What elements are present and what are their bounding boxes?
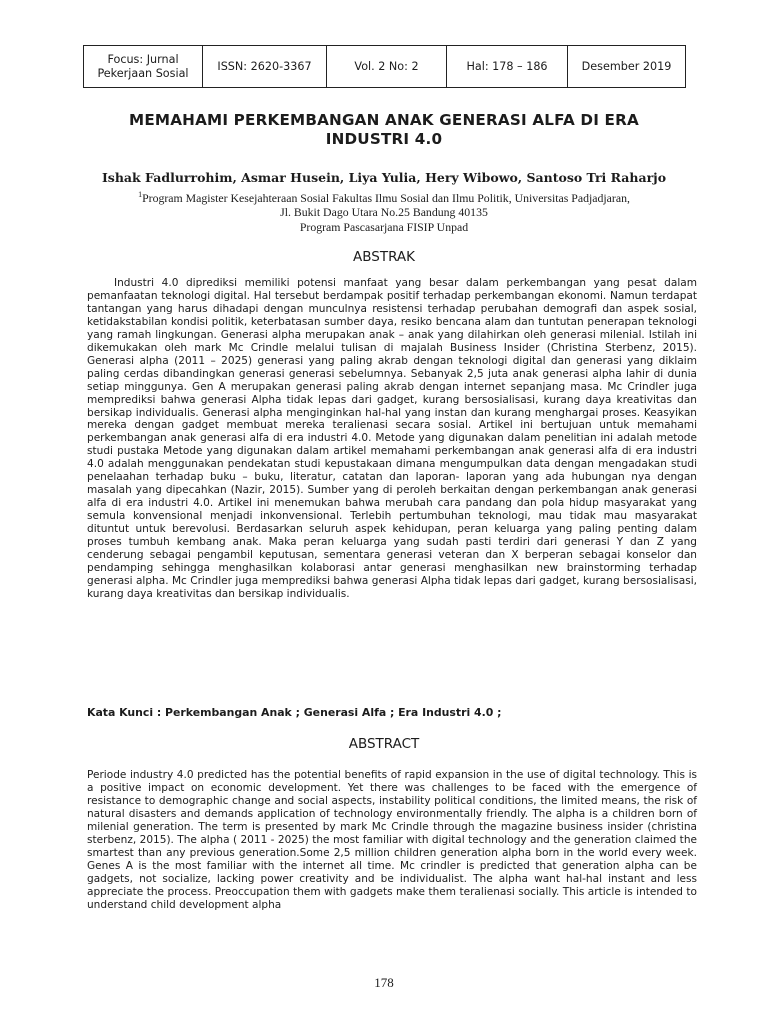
affiliation-institution: Program Magister Kesejahteraan Sosial Fakultas Ilmu Sosial dan Ilmu Politik, Universitas Padjadjaran, xyxy=(142,190,630,205)
volume-cell: Vol. 2 No: 2 xyxy=(327,46,447,88)
issn-cell: ISSN: 2620-3367 xyxy=(203,46,327,88)
abstrak-heading: ABSTRAK xyxy=(353,249,415,265)
paper-title: MEMAHAMI PERKEMBANGAN ANAK GENERASI ALFA DI ERA INDUSTRI 4.0 xyxy=(129,111,639,148)
affiliation-marker: 1 xyxy=(138,190,143,199)
journal-header-table xyxy=(83,45,686,88)
affiliation xyxy=(60,188,708,234)
keywords: Kata Kunci : Perkembangan Anak ; Generasi Alfa ; Era Industri 4.0 ; xyxy=(87,706,502,719)
affiliation-line-2: Jl. Bukit Dago Utara No.25 Bandung 40135 xyxy=(280,205,488,220)
abstract-heading: ABSTRACT xyxy=(348,736,420,752)
affiliation-line-1 xyxy=(60,188,708,205)
date-cell: Desember 2019 xyxy=(568,46,686,88)
journal-name-cell: Focus: Jurnal Pekerjaan Sosial xyxy=(84,46,203,88)
author-list: Ishak Fadlurrohim, Asmar Husein, Liya Yulia, Hery Wibowo, Santoso Tri Raharjo xyxy=(101,170,667,185)
abstrak-body: Industri 4.0 diprediksi memiliki potensi manfaat yang besar dalam perkembangan yang pesat dalam pemanfaatan teknologi digital. Hal tersebut berdampak positif terhadap perkembangan ekonomi. Namun terdapat tantangan yang harus dihadapi dengan munculnya resistensi terhadap perubahan demografi dan aspek sosial, ketidakstabilan kondisi politik, keterbatasan sumber daya, resiko bencana alam dan tuntutan penerapan teknologi yang ramah lingkungan. Generasi alpha merupakan anak – anak yang dilahirkan oleh generasi milenial. Istilah ini dikemukakan oleh mark Mc Crindle melalui tulisan di majalah Business Insider (Christina Sterbenz, 2015). Generasi alpha (2011 – 2025) generasi yang paling akrab dengan teknologi digital dan generasi yang diklaim paling cerdas dibandingkan generasi generasi sebelumnya. Sebanyak 2,5 juta anak generasi alpha lahir di dunia setiap minggunya. Gen A merupakan generasi paling akrab dengan internet sepanjang masa. Mc Crindler juga memprediksi bahwa generasi Alpha tidak lepas dari gadget, kurang bersosialisasi, kurang daya kreativitas dan bersikap individualis. Generasi alpha menginginkan hal-hal yang instan dan kurang menghargai proses. Keasyikan mereka dengan gadget membuat mereka teralienasi secara sosial. Artikel ini bertujuan untuk memahami perkembangan anak generasi alfa di era industri 4.0. Metode yang digunakan dalam penelitian ini adalah metode studi pustaka Metode yang digunakan dalam artikel memahami perkembangan anak generasi alfa di era industri 4.0 adalah menggunakan pendekatan studi kepustakaan dimana mengumpulkan data dengan mengadakan studi penelaahan terhadap buku – buku, literatur, catatan dan laporan- laporan yang ada hubungan nya dengan masalah yang dipecahkan (Nazir, 2015). Sumber yang di peroleh berkaitan dengan perkembangan anak generasi alfa di era industri 4.0. Artikel ini menemukan bahwa merubah cara pandang dan pola hidup masyarakat yang semula konvensional menjadi inkonvensional. Terlebih pertumbuhan teknologi, mau tidak mau masyarakat dituntut untuk berevolusi. Berdasarkan seluruh aspek kehidupan, peran keluarga yang paling penting dalam proses tumbuh kembang anak. Maka peran keluarga yang sudah pasti terdiri dari generasi Y dan Z yang cenderung sebagai pengambil keputusan, sementara generasi veteran dan X berperan sebagai konselor dan pendamping sehingga menghasilkan kolaborasi antar generasi menghasilkan new brainstorming terhadap generasi alpha. Mc Crindler juga memprediksi bahwa generasi Alpha tidak lepas dari gadget, kurang bersosialisasi, kurang daya kreativitas dan bersikap individualis. xyxy=(87,277,697,600)
pages-cell: Hal: 178 – 186 xyxy=(447,46,568,88)
affiliation-line-3: Program Pascasarjana FISIP Unpad xyxy=(299,219,469,234)
abstract-body: Periode industry 4.0 predicted has the potential benefits of rapid expansion in the use of digital technology. This is a positive impact on economic development. Yet there was challenges to be faced with the emergence of resistance to demographic change and social aspects, instability political conditions, the limited means, the risk of natural disasters and demands application of technology environmentally friendly. The alpha is a children born of milenial generation. The term is presented by mark Mc Crindle through the magazine business insider (christina sterbenz, 2015). The alpha ( 2011 - 2025) the most familiar with digital technology and the generation claimed the smartest than any previous generation.Some 2,5 million children generation alpha born in the world every week. Genes A is the most familiar with the internet all time. Mc crindler is predicted that generation alpha can be gadgets, not socialize, lacking power creativity and be individualist. The alpha want hal-hal instant and less appreciate the process. Preoccupation them with gadgets make them teralienasi socially. This article is intended to understand child development alpha xyxy=(87,769,697,911)
page-number: 178 xyxy=(374,975,394,990)
